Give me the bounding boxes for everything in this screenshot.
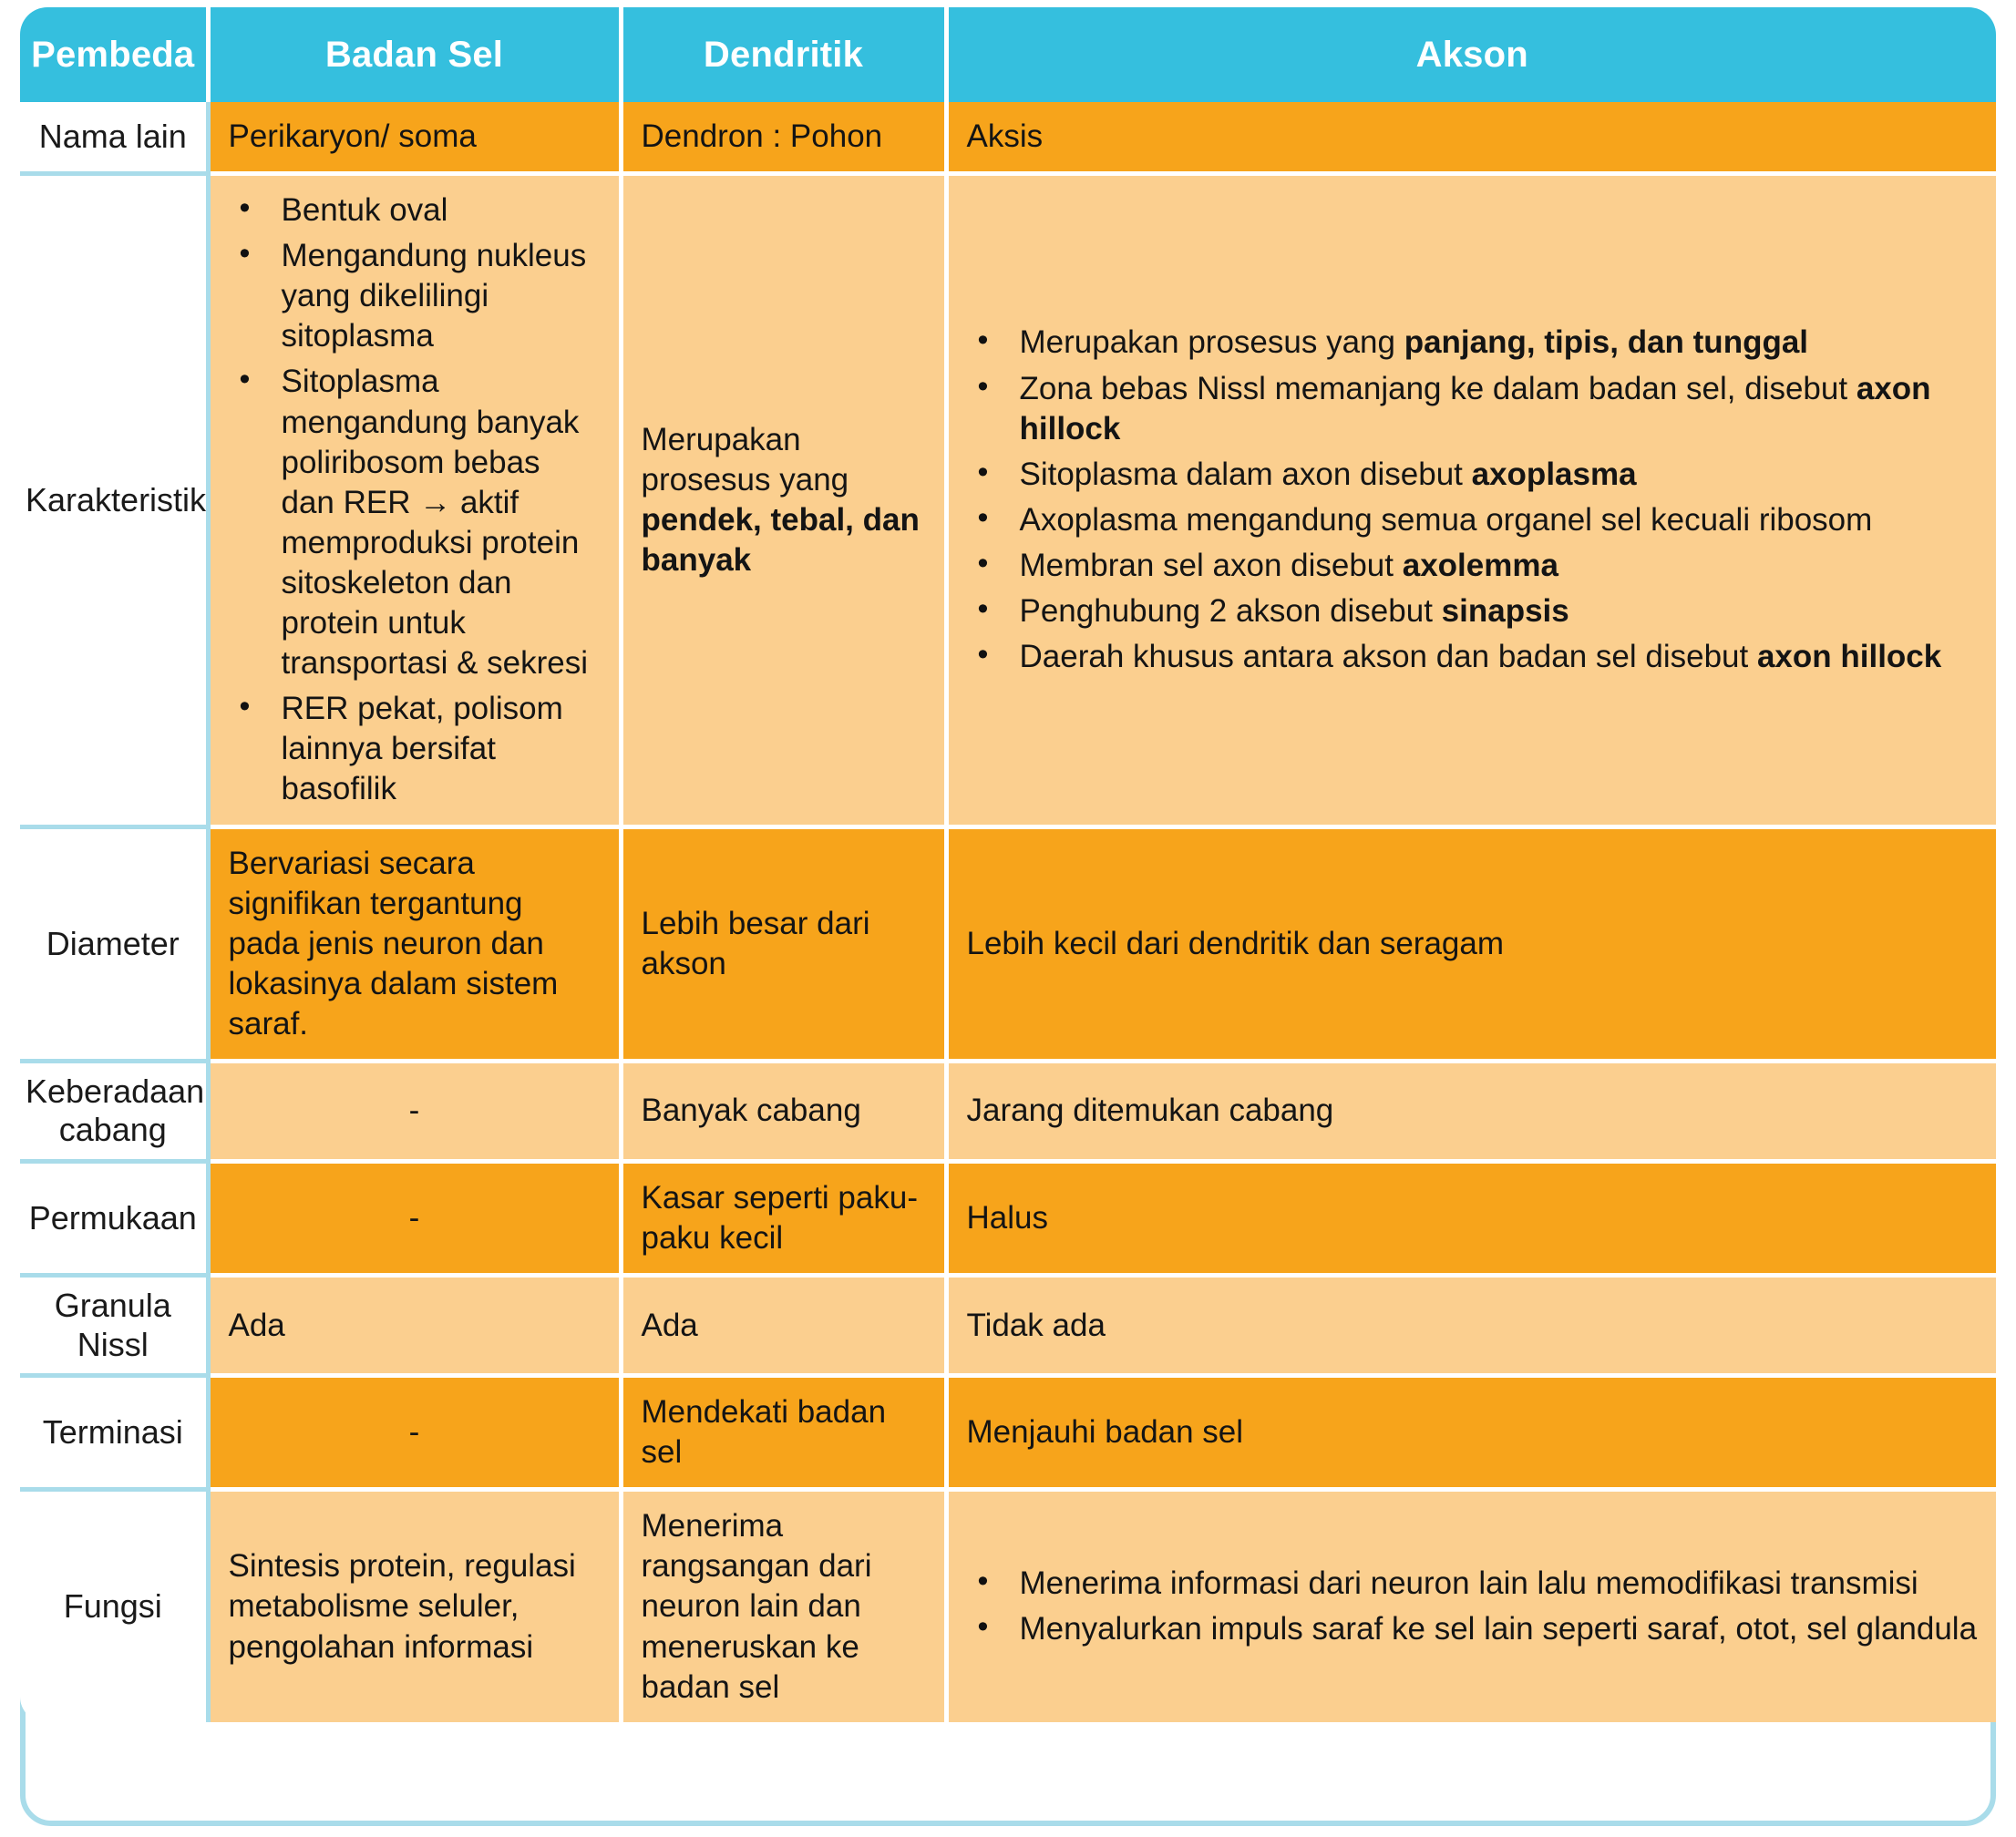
table-row — [20, 826, 1996, 1061]
bullet-item: • Merupakan prosesus yang panjang, tipis, dan tunggal — [1020, 323, 1979, 363]
table-row — [20, 174, 1996, 826]
table-row — [20, 1376, 1996, 1490]
column-header-akson: Akson — [946, 7, 1996, 102]
cell-badan-sel — [208, 1376, 621, 1490]
row-label: Nama lain — [20, 102, 208, 174]
cell-badan-sel — [208, 1490, 621, 1722]
row-label: Granula Nissl — [20, 1276, 208, 1376]
bullet-list — [967, 1564, 1979, 1649]
neuron-comparison-table — [20, 7, 1996, 1722]
cell-akson — [946, 1276, 1996, 1376]
cell-text: Ada — [228, 1307, 285, 1343]
bullet-item: • Menerima informasi dari neuron lain lalu memodifikasi transmisi — [1020, 1564, 1979, 1604]
cell-text: Tidak ada — [966, 1307, 1106, 1343]
cell-text: Aksis — [966, 118, 1044, 154]
table-body — [20, 102, 1996, 1722]
cell-akson — [946, 1161, 1996, 1275]
cell-dendritik — [621, 826, 946, 1061]
cell-dendritik — [621, 102, 946, 174]
cell-akson — [946, 1376, 1996, 1490]
bullet-item: • Penghubung 2 akson disebut sinapsis — [1020, 591, 1979, 631]
cell-dendritik — [621, 1490, 946, 1722]
row-label: Fungsi — [20, 1490, 208, 1722]
table-header — [20, 7, 1996, 102]
cell-dendritik — [621, 174, 946, 826]
cell-text: Dendron : Pohon — [641, 118, 883, 154]
table-row — [20, 1276, 1996, 1376]
cell-akson — [946, 1490, 1996, 1722]
bullet-item: • Zona bebas Nissl memanjang ke dalam badan sel, disebut axon hillock — [1020, 369, 1979, 449]
bullet-item: • Menyalurkan impuls saraf ke sel lain seperti saraf, otot, sel glandula — [1020, 1609, 1979, 1649]
cell-text: Menjauhi badan sel — [966, 1414, 1244, 1451]
column-header-badan-sel: Badan Sel — [208, 7, 621, 102]
cell-dendritik — [621, 1161, 946, 1275]
cell-badan-sel — [208, 174, 621, 826]
cell-dendritik — [621, 1061, 946, 1161]
cell-text: Menerima rangsangan dari neuron lain dan meneruskan ke badan sel — [641, 1508, 872, 1705]
cell-text: Mendekati badan sel — [641, 1394, 887, 1471]
cell-text: Lebih besar dari akson — [641, 905, 870, 981]
row-label: Keberadaan cabang — [20, 1061, 208, 1161]
bullet-list — [967, 323, 1979, 677]
bullet-item: • Daerah khusus antara akson dan badan sel disebut axon hillock — [1020, 637, 1979, 677]
bullet-list — [229, 190, 601, 809]
cell-dendritik — [621, 1376, 946, 1490]
column-header-pembeda: Pembeda — [20, 7, 208, 102]
cell-badan-sel — [208, 102, 621, 174]
column-header-dendritik: Dendritik — [621, 7, 946, 102]
cell-dendritik — [621, 1276, 946, 1376]
cell-akson — [946, 1061, 1996, 1161]
row-label: Permukaan — [20, 1161, 208, 1275]
cell-text: - — [408, 1414, 420, 1451]
cell-text: Banyak cabang — [641, 1093, 861, 1129]
cell-text: - — [408, 1093, 420, 1129]
table-row — [20, 1490, 1996, 1722]
row-label: Karakteristik — [20, 174, 208, 826]
bullet-item: • Bentuk oval — [282, 190, 601, 231]
bullet-item: • Sitoplasma dalam axon disebut axoplasma — [1020, 455, 1979, 495]
cell-akson — [946, 102, 1996, 174]
cell-text: Sintesis protein, regulasi metabolisme seluler, pengolahan informasi — [228, 1548, 576, 1665]
table-row — [20, 1061, 1996, 1161]
bullet-item: • RER pekat, polisom lainnya bersifat basofilik — [282, 689, 601, 809]
cell-text: Merupakan prosesus yang pendek, tebal, dan banyak — [641, 421, 920, 578]
row-label: Terminasi — [20, 1376, 208, 1490]
table-row — [20, 102, 1996, 174]
bullet-item: • Axoplasma mengandung semua organel sel kecuali ribosom — [1020, 500, 1979, 540]
cell-text: Ada — [641, 1307, 698, 1343]
cell-text: Perikaryon/ soma — [228, 118, 477, 154]
row-label: Diameter — [20, 826, 208, 1061]
cell-text: Kasar seperti paku-paku kecil — [641, 1179, 918, 1256]
cell-text: Halus — [966, 1199, 1048, 1236]
header-row — [20, 7, 1996, 102]
cell-badan-sel — [208, 826, 621, 1061]
cell-badan-sel — [208, 1061, 621, 1161]
cell-badan-sel — [208, 1161, 621, 1275]
cell-badan-sel — [208, 1276, 621, 1376]
cell-text: Bervariasi secara signifikan tergantung pada jenis neuron dan lokasinya dalam sistem saraf. — [228, 845, 559, 1042]
cell-text: - — [408, 1199, 420, 1236]
cell-akson — [946, 174, 1996, 826]
bullet-item: • Sitoplasma mengandung banyak poliribosom bebas dan RER → aktif memproduksi protein sitoskeleton dan protein untuk transportasi & sekresi — [282, 362, 601, 683]
bullet-item: • Membran sel axon disebut axolemma — [1020, 546, 1979, 586]
table-row — [20, 1161, 1996, 1275]
bullet-item: • Mengandung nukleus yang dikelilingi sitoplasma — [282, 236, 601, 356]
cell-text: Jarang ditemukan cabang — [966, 1093, 1334, 1129]
cell-akson — [946, 826, 1996, 1061]
cell-text: Lebih kecil dari dendritik dan seragam — [966, 925, 1504, 961]
